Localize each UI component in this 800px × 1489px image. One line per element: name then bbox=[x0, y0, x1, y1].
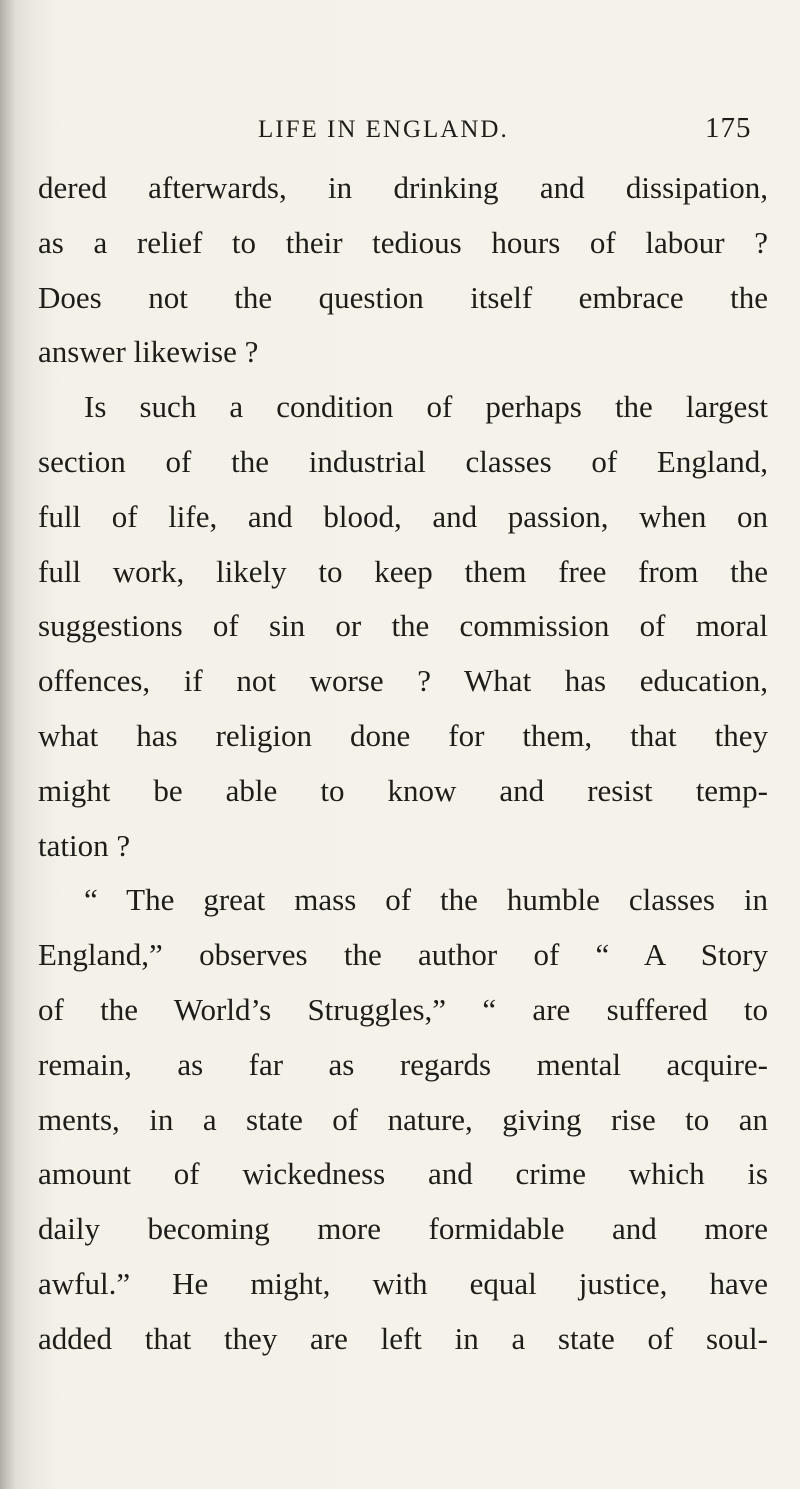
text-line: answer likewise ? bbox=[38, 334, 259, 370]
text-line: of the World’s Struggles,” “ are suffered to bbox=[38, 991, 768, 1027]
text-line: tation ? bbox=[38, 827, 131, 863]
text-line: section of the industrial classes of England, bbox=[38, 443, 768, 479]
text-line: Is such a condition of perhaps the largest bbox=[84, 389, 768, 425]
text-line: remain, as far as regards mental acquire- bbox=[38, 1046, 768, 1082]
text-line: “ The great mass of the humble classes in bbox=[84, 882, 768, 918]
text-line: awful.” He might, with equal justice, have bbox=[38, 1265, 768, 1301]
text-line: Does not the question itself embrace the bbox=[38, 279, 768, 315]
binding-gutter bbox=[0, 0, 14, 1489]
body-text bbox=[38, 161, 768, 1367]
running-title: LIFE IN ENGLAND. bbox=[258, 116, 509, 143]
text-line: full work, likely to keep them free from the bbox=[38, 553, 768, 589]
text-line: suggestions of sin or the commission of moral bbox=[38, 608, 768, 644]
text-line: amount of wickedness and crime which is bbox=[38, 1156, 768, 1192]
text-line: full of life, and blood, and passion, when on bbox=[38, 498, 768, 534]
text-line: as a relief to their tedious hours of labour ? bbox=[38, 224, 768, 260]
text-line: added that they are left in a state of soul- bbox=[38, 1320, 768, 1356]
text-line: dered afterwards, in drinking and dissipation, bbox=[38, 170, 768, 205]
page-number: 175 bbox=[705, 112, 752, 144]
text-line: offences, if not worse ? What has education, bbox=[38, 663, 768, 699]
text-line: England,” observes the author of “ A Story bbox=[38, 937, 768, 973]
text-line: daily becoming more formidable and more bbox=[38, 1211, 768, 1247]
text-line: what has religion done for them, that they bbox=[38, 717, 768, 753]
text-line: might be able to know and resist temp- bbox=[38, 772, 768, 808]
running-head bbox=[0, 110, 800, 150]
text-line: ments, in a state of nature, giving rise to an bbox=[38, 1101, 768, 1137]
